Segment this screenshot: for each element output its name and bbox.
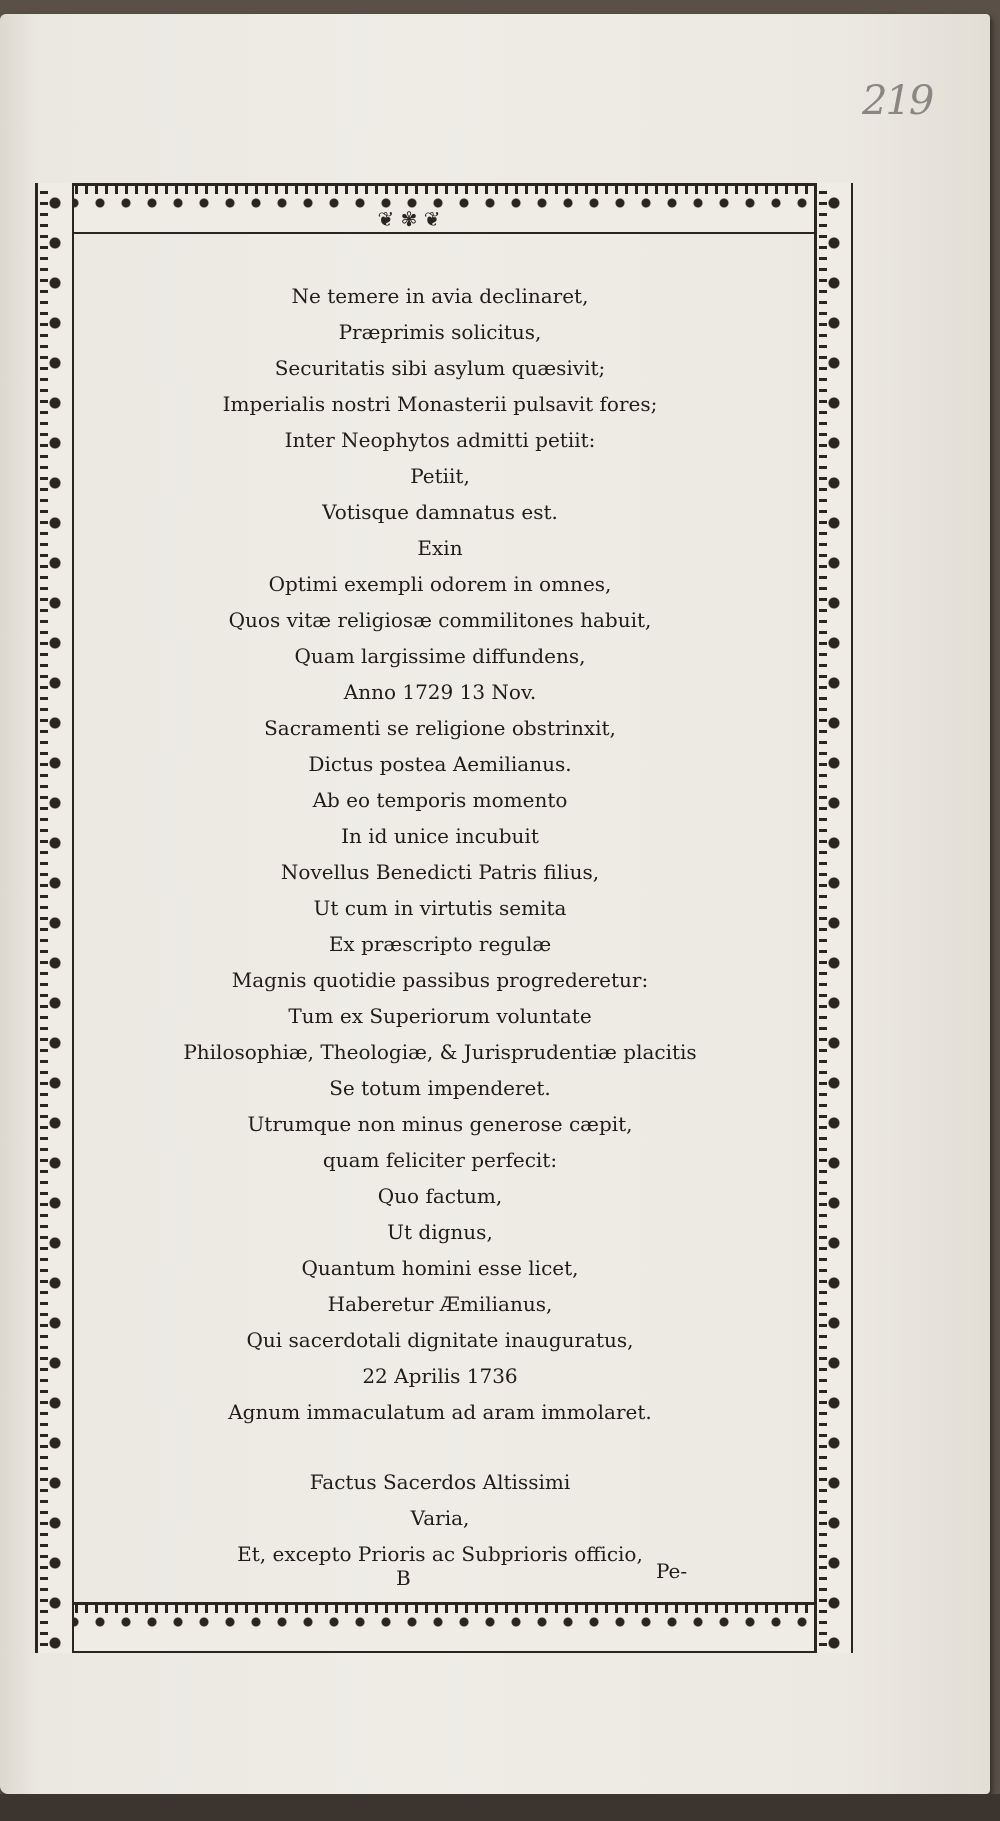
text-line: Ne temere in avia declinaret, [291, 284, 589, 308]
text-line: Anno 1729 13 Nov. [343, 680, 537, 704]
text-line: quam feliciter perfecit: [322, 1148, 558, 1172]
text-line: Securitatis sibi asylum quæsivit; [274, 356, 606, 380]
text-line: Quam largissime diffundens, [294, 644, 586, 668]
text-line: Præprimis solicitus, [338, 320, 542, 344]
text-line: Ut cum in virtutis semita [313, 896, 567, 920]
catchword-signature: B [396, 1566, 411, 1590]
border-bottom-band [35, 1602, 853, 1653]
text-line: Factus Sacerdos Altissimi [309, 1470, 571, 1494]
text-line: Imperialis nostri Monasterii pulsavit fores; [222, 392, 658, 416]
text-line: Haberetur Æmilianus, [327, 1292, 553, 1316]
text-line: Et, excepto Prioris ac Subprioris officio, [237, 1542, 643, 1566]
crown-ornament-icon: ❦ ✾ ❦ [377, 207, 441, 231]
text-line: Utrumque non minus generose cæpit, [247, 1112, 633, 1136]
text-line: Agnum immaculatum ad aram immolaret. [228, 1400, 652, 1424]
background-edge [0, 1794, 1000, 1821]
text-line: Petiit, [410, 464, 470, 488]
text-line: Tum ex Superiorum voluntate [288, 1004, 592, 1028]
text-line: Sacramenti se religione obstrinxit, [264, 716, 616, 740]
folio-number: 219 [862, 78, 933, 124]
border-right-band [814, 183, 853, 1653]
text-line: Votisque damnatus est. [322, 500, 558, 524]
text-line: Inter Neophytos admitti petiit: [284, 428, 596, 452]
text-line: Varia, [410, 1506, 470, 1530]
text-line: Ex præscripto regulæ [328, 932, 552, 956]
border-left-band [35, 183, 74, 1653]
text-line: Qui sacerdotali dignitate inauguratus, [246, 1328, 634, 1352]
text-line: In id unice incubuit [341, 824, 539, 848]
text-line: Quantum homini esse licet, [301, 1256, 579, 1280]
text-line: Dictus postea Aemilianus. [308, 752, 572, 776]
catchword: Pe- [656, 1559, 688, 1583]
text-line: Quos vitæ religiosæ commilitones habuit, [228, 608, 652, 632]
text-line: Ut dignus, [387, 1220, 493, 1244]
text-line: Philosophiæ, Theologiæ, & Jurisprudentiæ placitis [183, 1040, 697, 1064]
text-line: Novellus Benedicti Patris filius, [280, 860, 600, 884]
text-line: Exin [417, 536, 463, 560]
text-line: Ab eo temporis momento [312, 788, 568, 812]
text-line: Quo factum, [377, 1184, 503, 1208]
text-line: Magnis quotidie passibus progrederetur: [231, 968, 649, 992]
text-line: Optimi exempli odorem in omnes, [268, 572, 612, 596]
text-line: Se totum impenderet. [329, 1076, 551, 1100]
text-line: 22 Aprilis 1736 [362, 1364, 518, 1388]
document-page [0, 14, 990, 1794]
